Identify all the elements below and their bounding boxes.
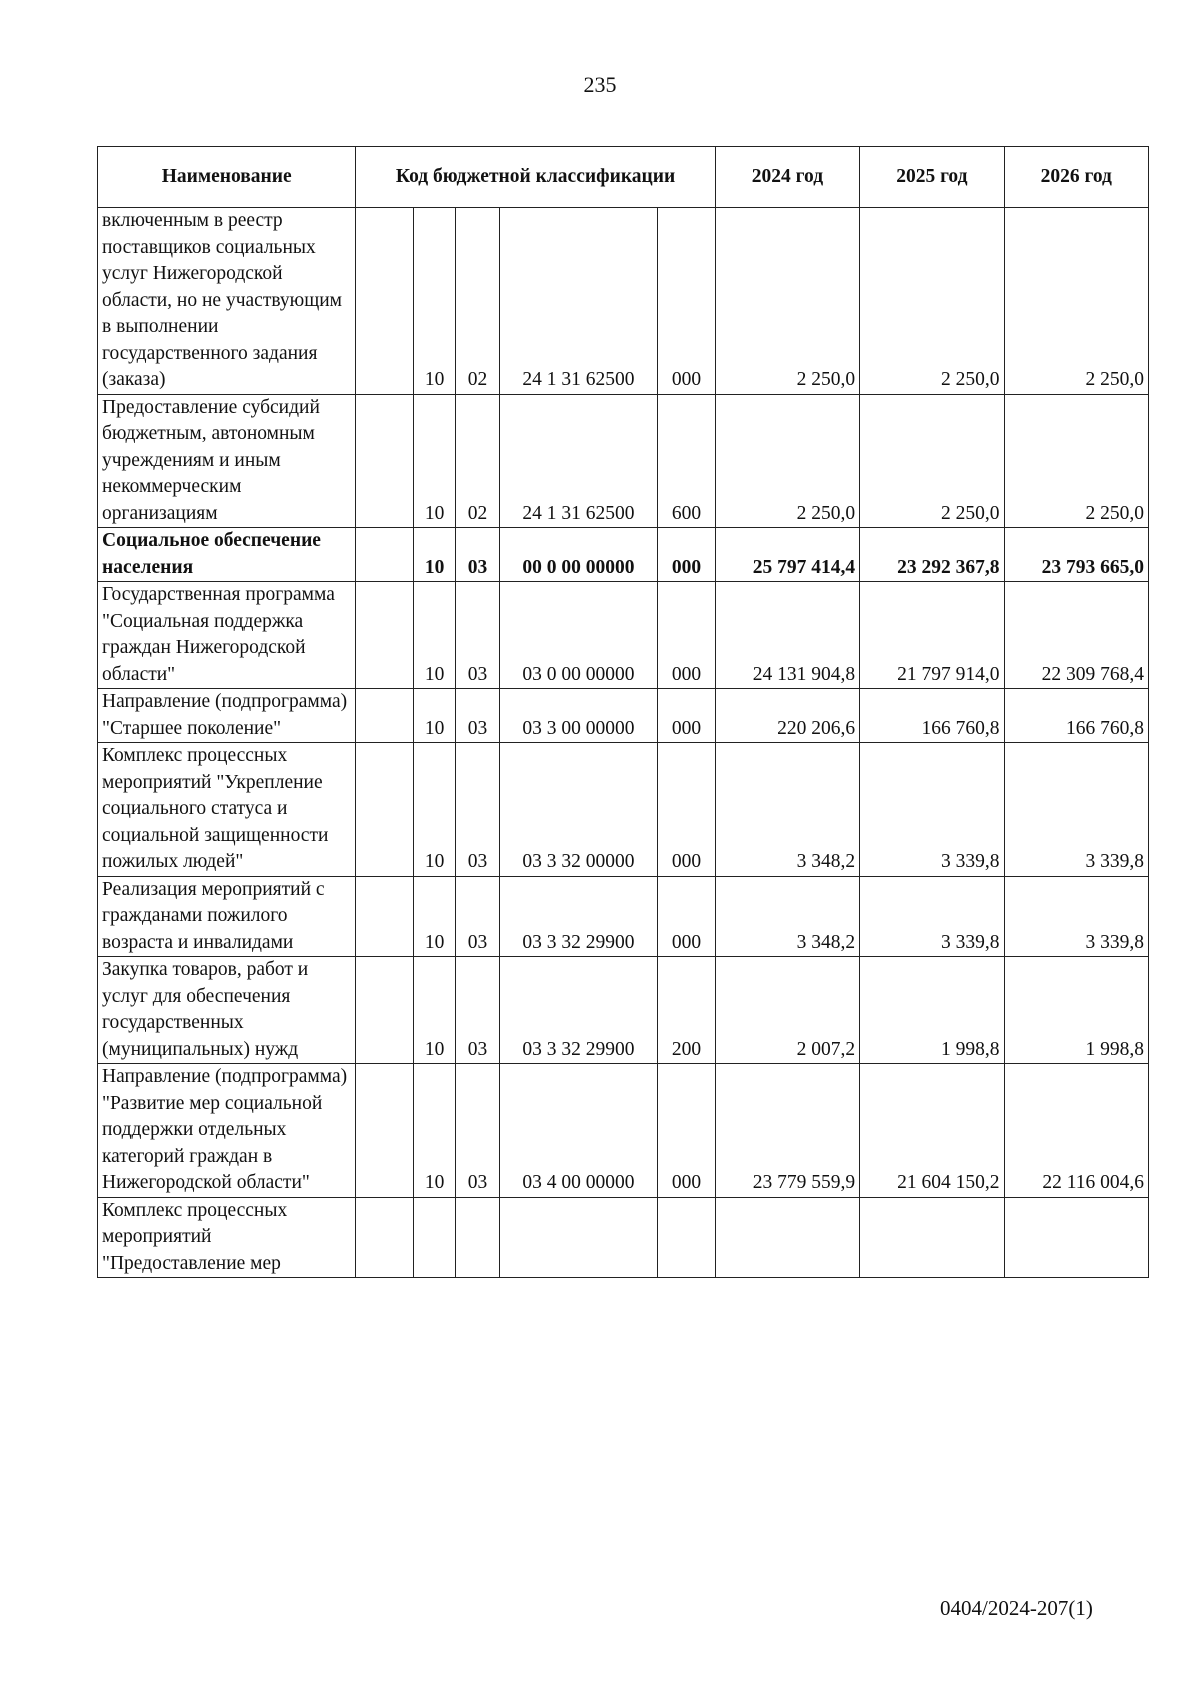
code-target [499, 1197, 658, 1278]
row-name: Социальное обеспечение населения [98, 528, 356, 582]
row-name: Комплекс процессных мероприятий "Предоставление мер [98, 1197, 356, 1278]
value-2026: 3 339,8 [1004, 743, 1148, 877]
value-2026: 166 760,8 [1004, 689, 1148, 743]
value-2026: 1 998,8 [1004, 957, 1148, 1064]
code-section: 10 [413, 208, 455, 395]
code-subsection [456, 1197, 499, 1278]
code-target: 24 1 31 62500 [499, 394, 658, 528]
row-name: Государственная программа "Социальная поддержка граждан Нижегородской области" [98, 582, 356, 689]
code-target: 03 3 32 29900 [499, 957, 658, 1064]
value-2025: 3 339,8 [860, 743, 1004, 877]
value-2025: 2 250,0 [860, 208, 1004, 395]
value-2026: 2 250,0 [1004, 208, 1148, 395]
code-target: 03 3 32 29900 [499, 876, 658, 957]
value-2026: 2 250,0 [1004, 394, 1148, 528]
code-subsection: 03 [456, 876, 499, 957]
code-target: 03 3 32 00000 [499, 743, 658, 877]
code-section: 10 [413, 957, 455, 1064]
blank-cell [356, 394, 414, 528]
code-subsection: 02 [456, 208, 499, 395]
code-target: 00 0 00 00000 [499, 528, 658, 582]
table-row [98, 743, 1149, 877]
code-section: 10 [413, 582, 455, 689]
table-header [98, 147, 1149, 208]
code-subsection: 03 [456, 1064, 499, 1198]
blank-cell [356, 957, 414, 1064]
value-2025: 3 339,8 [860, 876, 1004, 957]
value-2024: 23 779 559,9 [715, 1064, 859, 1198]
code-section: 10 [413, 394, 455, 528]
blank-cell [356, 582, 414, 689]
code-expense-type: 000 [658, 689, 716, 743]
value-2024: 2 250,0 [715, 208, 859, 395]
document-number: 0404/2024-207(1) [940, 1596, 1093, 1620]
row-name: включенным в реестр поставщиков социальных услуг Нижегородской области, но не участвующим в выполнении государственного задания (заказа) [98, 208, 356, 395]
code-subsection: 03 [456, 743, 499, 877]
header-name: Наименование [98, 147, 356, 208]
code-expense-type: 200 [658, 957, 716, 1064]
blank-cell [356, 689, 414, 743]
code-section: 10 [413, 876, 455, 957]
code-subsection: 03 [456, 582, 499, 689]
row-name: Реализация мероприятий с гражданами пожилого возраста и инвалидами [98, 876, 356, 957]
code-expense-type: 600 [658, 394, 716, 528]
table-row [98, 1197, 1149, 1278]
value-2026: 22 116 004,6 [1004, 1064, 1148, 1198]
code-expense-type [658, 1197, 716, 1278]
table-row [98, 528, 1149, 582]
code-target: 03 0 00 00000 [499, 582, 658, 689]
code-subsection: 03 [456, 957, 499, 1064]
blank-cell [356, 1197, 414, 1278]
header-2026: 2026 год [1004, 147, 1148, 208]
value-2024: 2 250,0 [715, 394, 859, 528]
code-expense-type: 000 [658, 876, 716, 957]
table-row [98, 689, 1149, 743]
table-row [98, 876, 1149, 957]
value-2024: 25 797 414,4 [715, 528, 859, 582]
code-section: 10 [413, 743, 455, 877]
code-expense-type: 000 [658, 582, 716, 689]
table-row [98, 582, 1149, 689]
table-row [98, 394, 1149, 528]
row-name: Закупка товаров, работ и услуг для обеспечения государственных (муниципальных) нужд [98, 957, 356, 1064]
code-target: 03 4 00 00000 [499, 1064, 658, 1198]
code-target: 24 1 31 62500 [499, 208, 658, 395]
code-section: 10 [413, 528, 455, 582]
code-target: 03 3 00 00000 [499, 689, 658, 743]
value-2026 [1004, 1197, 1148, 1278]
blank-cell [356, 208, 414, 395]
code-subsection: 02 [456, 394, 499, 528]
code-expense-type: 000 [658, 743, 716, 877]
blank-cell [356, 876, 414, 957]
value-2026: 23 793 665,0 [1004, 528, 1148, 582]
blank-cell [356, 528, 414, 582]
value-2026: 22 309 768,4 [1004, 582, 1148, 689]
table-row [98, 1064, 1149, 1198]
code-section: 10 [413, 689, 455, 743]
code-section [413, 1197, 455, 1278]
value-2025: 1 998,8 [860, 957, 1004, 1064]
value-2024: 2 007,2 [715, 957, 859, 1064]
value-2025: 21 604 150,2 [860, 1064, 1004, 1198]
blank-cell [356, 743, 414, 877]
code-expense-type: 000 [658, 1064, 716, 1198]
row-name: Направление (подпрограмма) "Старшее поколение" [98, 689, 356, 743]
value-2024 [715, 1197, 859, 1278]
row-name: Предоставление субсидий бюджетным, автономным учреждениям и иным некоммерческим организациям [98, 394, 356, 528]
row-name: Комплекс процессных мероприятий "Укрепление социального статуса и социальной защищенности пожилых людей" [98, 743, 356, 877]
code-subsection: 03 [456, 528, 499, 582]
header-2024: 2024 год [715, 147, 859, 208]
code-expense-type: 000 [658, 208, 716, 395]
value-2024: 3 348,2 [715, 743, 859, 877]
value-2025: 23 292 367,8 [860, 528, 1004, 582]
value-2026: 3 339,8 [1004, 876, 1148, 957]
table-row [98, 957, 1149, 1064]
table-row [98, 208, 1149, 395]
row-name: Направление (подпрограмма) "Развитие мер социальной поддержки отдельных категорий граждан в Нижегородской области" [98, 1064, 356, 1198]
value-2025: 2 250,0 [860, 394, 1004, 528]
blank-cell [356, 1064, 414, 1198]
budget-table [97, 146, 1149, 1278]
value-2025: 166 760,8 [860, 689, 1004, 743]
header-2025: 2025 год [860, 147, 1004, 208]
code-subsection: 03 [456, 689, 499, 743]
value-2024: 24 131 904,8 [715, 582, 859, 689]
code-expense-type: 000 [658, 528, 716, 582]
value-2025: 21 797 914,0 [860, 582, 1004, 689]
value-2024: 3 348,2 [715, 876, 859, 957]
page-number: 235 [583, 72, 617, 97]
value-2025 [860, 1197, 1004, 1278]
value-2024: 220 206,6 [715, 689, 859, 743]
code-section: 10 [413, 1064, 455, 1198]
header-code: Код бюджетной классификации [356, 147, 715, 208]
